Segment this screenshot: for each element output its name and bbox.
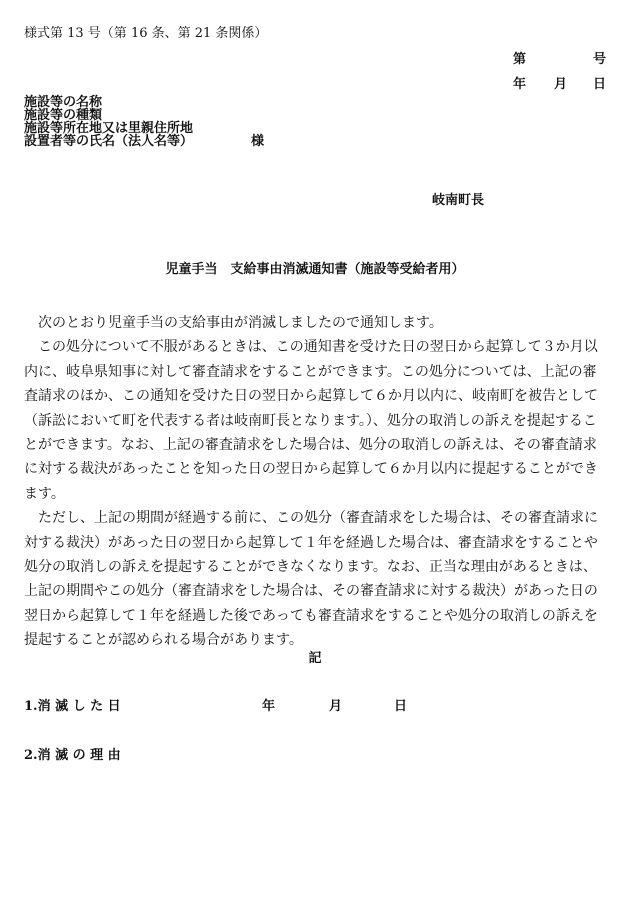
issuer-name: 岐南町長 xyxy=(432,193,485,208)
body-paragraph-2: この処分について不服があるときは、この通知書を受けた日の翌日から起算して３か月以内に、岐阜県知事に対して審査請求をすることができます。この処分については、上記の審査請求のほか、この通知を受けた日の翌日から起算して６か月以内に、岐南町を被告として（訴訟において町を代表する者は岐南町長となります。）、処分の取消しの訴えを提起することができます。なお、上記の審査請求をした場合は、処分の取消しの訴えは、その審査請求に対する裁決があったことを知った日の翌日から起算して６か月以内に提起することができます。 xyxy=(24,339,598,502)
extinction-date-month: 月 xyxy=(329,699,343,714)
ki-heading: 記 xyxy=(308,651,322,666)
extinction-date-day: 日 xyxy=(394,699,408,714)
extinction-date-label: 1.消 滅 し た 日 xyxy=(24,699,121,714)
extinction-date-year: 年 xyxy=(262,699,276,714)
body-paragraph-1: 次のとおり児童手当の支給事由が消滅しましたので通知します。 xyxy=(38,315,443,331)
date-day-label: 日 xyxy=(593,77,607,92)
recipient-fields xyxy=(24,96,193,148)
founder-name-label: 設置者等の氏名（法人名等） xyxy=(24,134,194,149)
date-year-label: 年 xyxy=(513,77,527,92)
body-paragraph-3: ただし、上記の期間が経過する前に、この処分（審査請求をした場合は、その審査請求に対する裁決）があった日の翌日から起算して１年を経過した場合は、審査請求をすることや処分の取消しの訴えを提起することができなくなります。なお、正当な理由があるときは、上記の期間やこの処分（審査請求をした場合は、その審査請求に対する裁決）があった日の翌日から起算して１年を経過した後であっても審査請求をすることや処分の取消しの訴えを提起することが認められる場合があります。 xyxy=(24,510,598,649)
document-number-label: 第 xyxy=(513,52,527,67)
honorific: 様 xyxy=(251,134,265,149)
document-number-suffix: 号 xyxy=(593,52,607,67)
facility-address-label: 施設等所在地又は里親住所地 xyxy=(24,121,194,136)
form-number: 様式第 13 号（第 16 条、第 21 条関係） xyxy=(24,26,268,41)
notice-body xyxy=(24,311,609,653)
facility-type-label: 施設等の種類 xyxy=(24,108,103,123)
document-title: 児童手当 支給事由消滅通知書（施設等受給者用） xyxy=(165,262,465,277)
date-month-label: 月 xyxy=(554,77,568,92)
extinction-reason-label: 2.消 滅 の 理 由 xyxy=(24,748,121,763)
facility-name-label: 施設等の名称 xyxy=(24,95,103,110)
